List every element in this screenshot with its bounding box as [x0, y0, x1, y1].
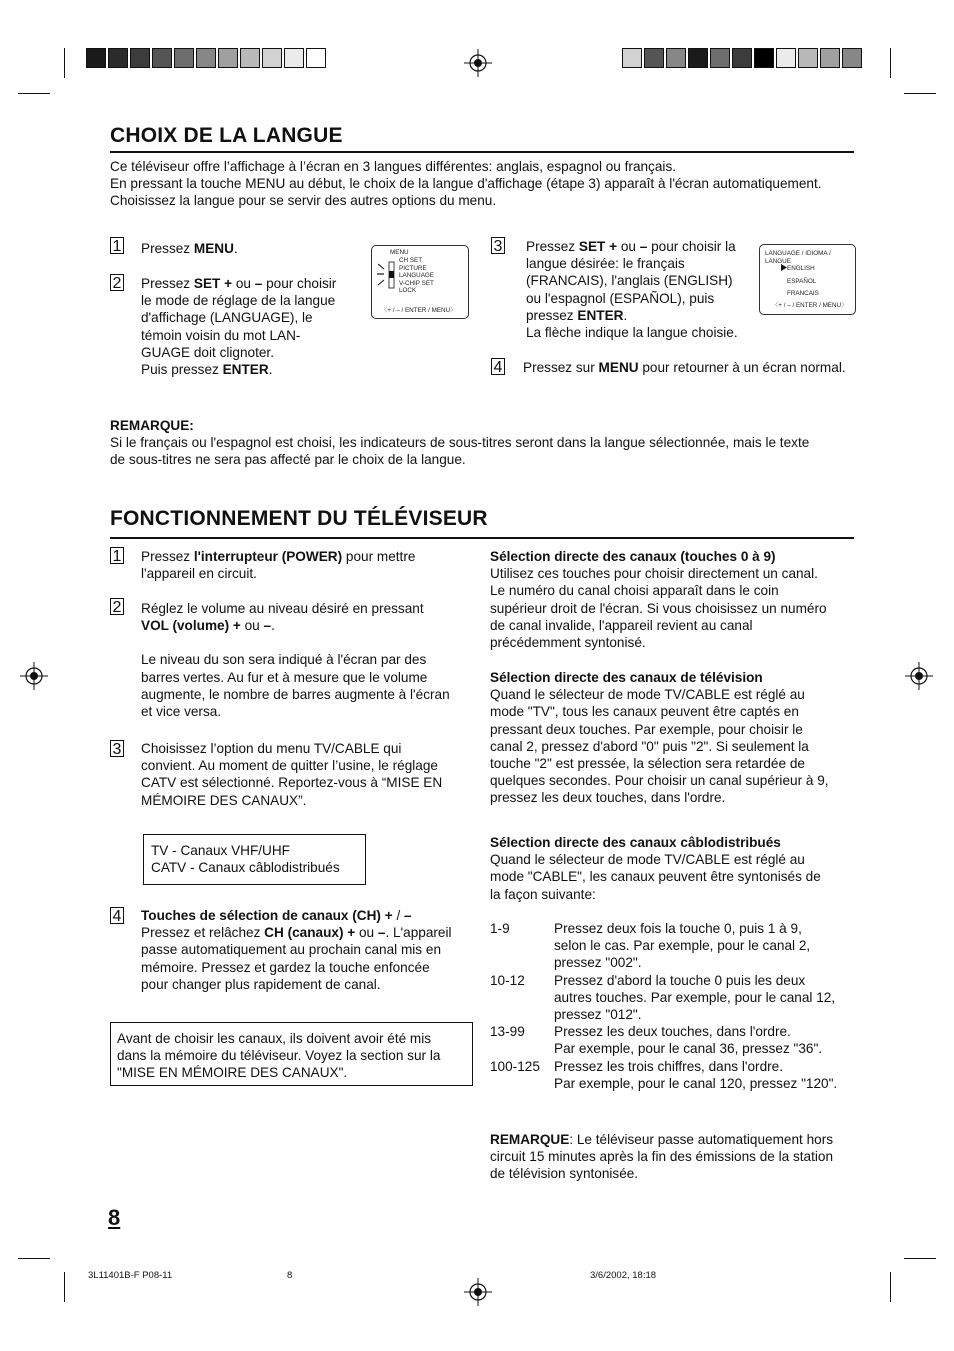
tv-channels-block: Sélection directe des canaux de télévision Quand le sélecteur de mode TV/CABLE est réglé au mode "TV", tous les canaux peuvent être captés en pressant deux touches. Par exemple, pour choisir le canal 2, pressez d'abord "0" puis "2". Si seulement la touche "2" est pressée, la sélection sera retardée de quelques secondes. Pour choisir un canal supérieur à 9, pressez les deux touches, dans l'ordre. — [490, 669, 860, 807]
step-2-text: Pressez SET + ou – pour choisir le mode de réglage de la langue d'affichage (LANGUAGE), le témoin voisin du mot LAN- GUAGE doit clignoter. Puis pressez ENTER. — [141, 276, 337, 378]
crop-mark — [64, 1272, 65, 1302]
registration-mark-icon — [464, 1278, 492, 1306]
color-swatch — [284, 48, 304, 68]
color-swatch — [644, 48, 664, 68]
osd-menu-screen — [371, 245, 469, 319]
direct-selection-block: Sélection directe des canaux (touches 0 à 9) Utilisez ces touches pour choisir directement un canal. Le numéro du canal choisi apparaît dans le coin supérieur droit de l'écran. Si vous choisissez un numéro de canal invalide, l'appareil revient au canal précédemment syntonisé. — [490, 548, 860, 651]
intro-line: Ce téléviseur offre l’affichage à l’écran en 3 langues différentes: anglais, espagnol ou français. — [110, 159, 677, 174]
step-number: 1 — [110, 237, 124, 254]
registration-mark-icon — [905, 662, 933, 690]
osd-items: CH SET PICTURE LANGUAGE V-CHIP SET LOCK — [399, 257, 434, 295]
subheading: Sélection directe des canaux de télévision — [490, 670, 763, 685]
section-title-tv-operation: FONCTIONNEMENT DU TÉLÉVISEUR — [110, 507, 488, 530]
step-number: 3 — [491, 237, 505, 254]
subheading: Sélection directe des canaux (touches 0 à 9) — [490, 549, 776, 564]
crop-mark — [904, 93, 936, 94]
step-number: 2 — [110, 274, 124, 291]
section-rule — [110, 151, 854, 153]
intro-line: En pressant la touche MENU au début, le choix de la langue d'affichage (étape 3) apparaît à l'écran automatiquement. — [110, 176, 822, 192]
note-label: REMARQUE — [490, 1132, 570, 1147]
osd-title: LANGUAGE / IDIOMA / LANGUE — [765, 250, 831, 265]
color-swatch — [842, 48, 862, 68]
color-swatch — [152, 48, 172, 68]
step-number: 1 — [110, 547, 124, 564]
note-line: de sous-titres ne sera pas affecté par le choix de la langue. — [110, 452, 466, 468]
step-1-text: Pressez MENU. — [141, 241, 238, 256]
subheading: Sélection directe des canaux câblodistribués — [490, 835, 781, 850]
osd-footer: 〈+ / – / ENTER / MENU〉 — [381, 307, 457, 314]
color-swatch — [130, 48, 150, 68]
color-swatch — [306, 48, 326, 68]
color-swatch — [688, 48, 708, 68]
tv-step-1-text: Pressez l'interrupteur (POWER) pour mettre l'appareil en circuit. — [141, 549, 416, 582]
step-number: 2 — [110, 598, 124, 615]
color-swatch — [196, 48, 216, 68]
color-swatch — [174, 48, 194, 68]
step-4-text: Pressez sur MENU pour retourner à un écran normal. — [523, 360, 846, 375]
footer-file-id: 3L11401B-F P08-11 — [88, 1270, 173, 1281]
step-number: 4 — [491, 358, 505, 375]
step-number: 3 — [110, 740, 124, 757]
color-swatch — [86, 48, 106, 68]
table-row: 100-125 Pressez les trois chiffres, dans l'ordre. Par exemple, pour le canal 120, pressez "120". — [490, 1058, 838, 1091]
cable-channels-block: Sélection directe des canaux câblodistribués Quand le sélecteur de mode TV/CABLE est réglé au mode "CABLE", les canaux peuvent être syntonisés de la façon suivante: — [490, 834, 860, 903]
registration-mark-icon — [20, 662, 48, 690]
intro-line: Choisissez la langue pour se servir des autres options du menu. — [110, 193, 497, 209]
crop-mark — [64, 48, 65, 78]
color-swatch — [108, 48, 128, 68]
color-bar-right — [622, 48, 864, 68]
section-rule — [110, 537, 854, 539]
color-swatch — [776, 48, 796, 68]
crop-mark — [18, 93, 50, 94]
selection-arrow-icon — [781, 264, 787, 271]
page-number: 8 — [108, 1205, 121, 1230]
tv-step-4-text: Touches de sélection de canaux (CH) + / – Pressez et relâchez CH (canaux) + ou –. L'appareil passe automatiquement au prochain canal mis en mémoire. Pressez et gardez la touche enfoncée pour changer plus rapidement de canal. — [141, 908, 452, 992]
osd-language-screen — [759, 244, 856, 315]
note-label: REMARQUE: — [110, 418, 194, 433]
step-number: 4 — [110, 907, 124, 924]
blinking-indicator-icon — [376, 261, 398, 295]
crop-mark — [890, 1272, 891, 1302]
registration-mark-icon — [464, 49, 492, 77]
color-swatch — [218, 48, 238, 68]
color-swatch — [710, 48, 730, 68]
osd-title: MENU — [390, 249, 409, 256]
crop-mark — [18, 1258, 50, 1259]
color-swatch — [754, 48, 774, 68]
section-title-language: CHOIX DE LA LANGUE — [110, 124, 343, 147]
color-swatch — [262, 48, 282, 68]
color-swatch — [240, 48, 260, 68]
color-swatch — [798, 48, 818, 68]
auto-off-note: REMARQUE: Le téléviseur passe automatiquement hors circuit 15 minutes après la fin des émissions de la station de télévision syntonisée. — [490, 1132, 834, 1182]
tv-catv-box: TV - Canaux VHF/UHF CATV - Canaux câblodistribués — [143, 834, 366, 885]
cable-table — [490, 920, 865, 1092]
table-row: 10-12 Pressez d'abord la touche 0 puis les deux autres touches. Par exemple, pour le canal 12, pressez "012". — [490, 972, 836, 1023]
intro-text — [110, 158, 860, 210]
footer-date: 3/6/2002, 18:18 — [590, 1270, 657, 1281]
footer-page: 8 — [287, 1270, 293, 1281]
osd-items: ENGLISH ESPAÑOL FRANCAIS — [787, 265, 819, 297]
osd-footer: 〈+ / – / ENTER / MENU〉 — [772, 302, 848, 309]
color-bar-left — [86, 48, 328, 68]
color-swatch — [732, 48, 752, 68]
color-swatch — [820, 48, 840, 68]
color-swatch — [622, 48, 642, 68]
color-swatch — [666, 48, 686, 68]
crop-mark — [890, 48, 891, 78]
tv-step-2-text: Réglez le volume au niveau désiré en pressant VOL (volume) + ou –. Le niveau du son sera indiqué à l'écran par des barres vertes. Au fur et à mesure que le volume augmente, le nombre de barres augmente à l'écran et vice versa. — [141, 601, 450, 720]
step-3-text: Pressez SET + ou – pour choisir la langue désirée: le français (FRANCAIS), l'anglais (ENGLISH) ou l'espagnol (ESPAÑOL), puis pressez ENTER. La flèche indique la langue choisie. — [526, 239, 738, 341]
table-row: 13-99 Pressez les deux touches, dans l'ordre. Par exemple, pour le canal 36, pressez "36". — [490, 1024, 823, 1057]
memory-note-box: Avant de choisir les canaux, ils doivent avoir été mis dans la mémoire du téléviseur. Voyez la section sur la "MISE EN MÉMOIRE DES CANAUX". — [110, 1022, 473, 1086]
table-row: 1-9 Pressez deux fois la touche 0, puis 1 à 9, selon le cas. Par exemple, pour le canal 2, pressez "002". — [490, 921, 811, 971]
tv-step-3-text: Choisissez l’option du menu TV/CABLE qui convient. Au moment de quitter l’usine, le réglage CATV est sélectionné. Reportez-vous à “MISE EN MÉMOIRE DES CANAUX”. — [141, 741, 443, 808]
crop-mark — [904, 1258, 936, 1259]
note-line: Si le français ou l'espagnol est choisi, les indicateurs de sous-titres seront dans la langue sélectionnée, mais le texte — [110, 435, 810, 451]
note — [110, 417, 860, 469]
